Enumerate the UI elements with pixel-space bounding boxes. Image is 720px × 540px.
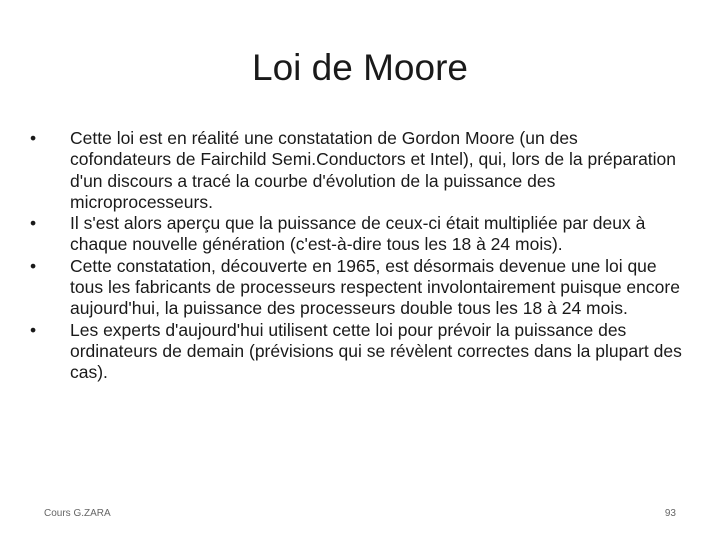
bullet-text: Cette constatation, découverte en 1965, est désormais devenue une loi que tous les fabricants de processeurs respectent involontairement puisque encore aujourd'hui, la puissance des processeurs double tous les 18 à 24 mois.	[70, 255, 680, 319]
footer-course-label: Cours G.ZARA	[44, 508, 111, 519]
bullet-dot-icon: •	[30, 255, 37, 276]
bullet-item	[30, 256, 682, 320]
bullet-dot-icon: •	[30, 213, 37, 234]
bullet-text: Cette loi est en réalité une constatation de Gordon Moore (un des cofondateurs de Fairchild Semi.Conductors et Intel), qui, lors de la préparation d'un discours a tracé la courbe d'évolution de la puissance des microprocesseurs.	[70, 128, 677, 212]
bullet-list	[30, 128, 682, 384]
slide-title: Loi de Moore	[252, 47, 468, 88]
footer-page-number: 93	[664, 508, 676, 519]
bullet-dot-icon: •	[30, 319, 37, 340]
bullet-item	[30, 128, 682, 213]
bullet-item	[30, 213, 682, 256]
bullet-text: Les experts d'aujourd'hui utilisent cette loi pour prévoir la puissance des ordinateurs de demain (prévisions qui se révèlent correctes dans la plupart des cas).	[70, 319, 682, 383]
bullet-text: Il s'est alors aperçu que la puissance de ceux-ci était multipliée par deux à chaque nouvelle génération (c'est-à-dire tous les 18 à 24 mois).	[70, 213, 646, 255]
bullet-dot-icon: •	[30, 128, 37, 148]
bullet-item	[30, 320, 682, 384]
